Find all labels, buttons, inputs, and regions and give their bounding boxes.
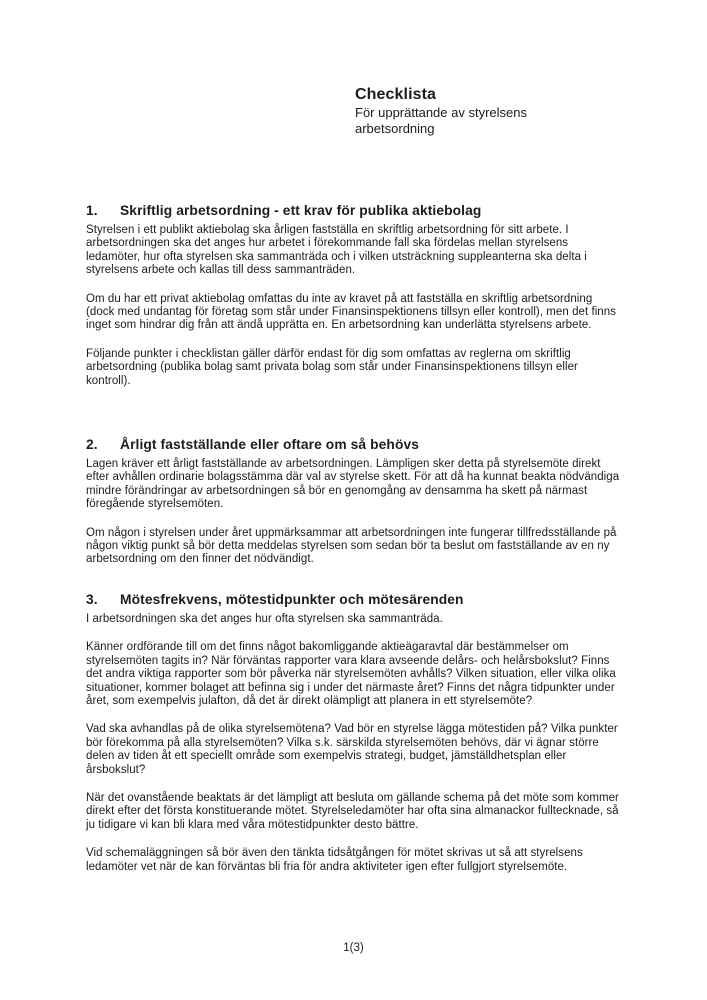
section-skriftlig-arbetsordning [86,202,623,403]
section-1-paragraph-3: Följande punkter i checklistan gäller därför endast för dig som omfattas av reglerna om skriftlig arbetsordning (publika bolag samt privata bolag som står under Finansinspektionens tillsyn eller kontroll). [86,347,578,387]
document-subtitle-line-2: arbetsordning [355,121,435,136]
section-3-paragraph-4: När det ovanstående beaktats är det lämpligt att besluta om gällande schema på det möte som kommer direkt efter det första konstituerande mötet. Styrelseledamöter har ofta sina almanackor fulltecknade, så ju tidigare vi kan bli klara med våra mötestidpunkter desto bättre. [86,792,619,831]
section-1-title: Skriftlig arbetsordning - ett krav för publika aktiebolag [120,203,482,218]
section-3-title: Mötesfrekvens, mötestidpunkter och mötesärenden [120,592,464,607]
document-title: Checklista [355,86,437,103]
section-1-paragraph-2: Om du har ett privat aktiebolag omfattas du inte av kravet på att fastställa en skriftlig arbetsordning (dock med undantag för företag som står under Finansinspektionens tillsyn eller kontroll), men det finns inget som hindrar dig från att ändå upprätta en. En arbetsordning kan underlätta styrelsens arbete. [86,292,616,332]
page-number: 1(3) [343,942,364,954]
section-2-title: Årligt fastställande eller oftare om så behövs [120,437,420,452]
section-motesfrekvens [86,591,623,889]
section-3-paragraph-5: Vid schemaläggningen så bör även den tänkta tidsåtgången för mötet skrivas ut så att styrelsens ledamöter vet när de kan förväntas bli fria för andra aktiviteter igen efter fullgjort styrelsemöte. [86,847,583,873]
section-1-heading [86,202,623,220]
section-1-paragraph-1: Styrelsen i ett publikt aktiebolag ska årligen fastställa en skriftlig arbetsordning för sitt arbete. I arbetsordningen ska det anges hur arbetet i förekommande fall ska fördelas mellan styrelsens ledamöter, hur ofta styrelsen ska sammanträda och i vilken utsträckning suppleanterna ska delta i styrelsens arbete och kallas till dess sammanträden. [86,224,587,277]
section-2-paragraph-2: Om någon i styrelsen under året uppmärksammar att arbetsordningen inte fungerar tillfredsställande på någon viktig punkt så bör detta meddelas styrelsen som sedan bör ta beslut om fastställande av en ny arbetsordning om den finner det nödvändigt. [86,526,617,566]
section-arligt-faststallande [86,436,623,582]
section-2-heading [86,436,623,454]
section-2-paragraph-1: Lagen kräver ett årligt fastställande av arbetsordningen. Lämpligen sker detta på styrelsemöte direkt efter avhållen ordinarie bolagsstämma där val av styrelse skett. För att då ha kunnat beakta nödvändiga mindre förändringar av arbetsordningen så bör en genomgång av densamma ha skett på närmast föregående styrelsemöten. [86,458,620,511]
section-3-paragraph-1: I arbetsordningen ska det anges hur ofta styrelsen ska sammanträda. [86,613,443,625]
section-3-heading [86,591,623,609]
section-3-number: 3. [86,592,98,607]
title-block [355,85,655,137]
section-3-paragraph-3: Vad ska avhandlas på de olika styrelsemötena? Vad bör en styrelse lägga mötestiden på? Vilka punkter bör förekomma på alla styrelsemöten? Vilka s.k. särskilda styrelsemöten behövs, där vi ägnar större delen av tiden åt ett speciellt område som exempelvis strategi, budget, jämställdhetsplan eller årsbokslut? [86,723,618,776]
section-2-number: 2. [86,437,98,452]
document-subtitle-line-1: För upprättande av styrelsens [355,105,527,120]
section-3-paragraph-2: Känner ordförande till om det finns något bakomliggande aktieägaravtal där bestämmelser om styrelsemöten tagits in? När förväntas rapporter vara klara avseende delårs- och helårsbokslut? Finns det andra viktiga rapporter som bör påverka när styrelsemöten avhålls? Vilken situation, eller vilka olika situationer, kommer bolaget att befinna sig i under det närmaste året? Finns det några tidpunkter under året, som exempelvis julafton, då det är direkt olämpligt att planera in ett styrelsemöte? [86,641,616,708]
section-1-number: 1. [86,203,98,218]
